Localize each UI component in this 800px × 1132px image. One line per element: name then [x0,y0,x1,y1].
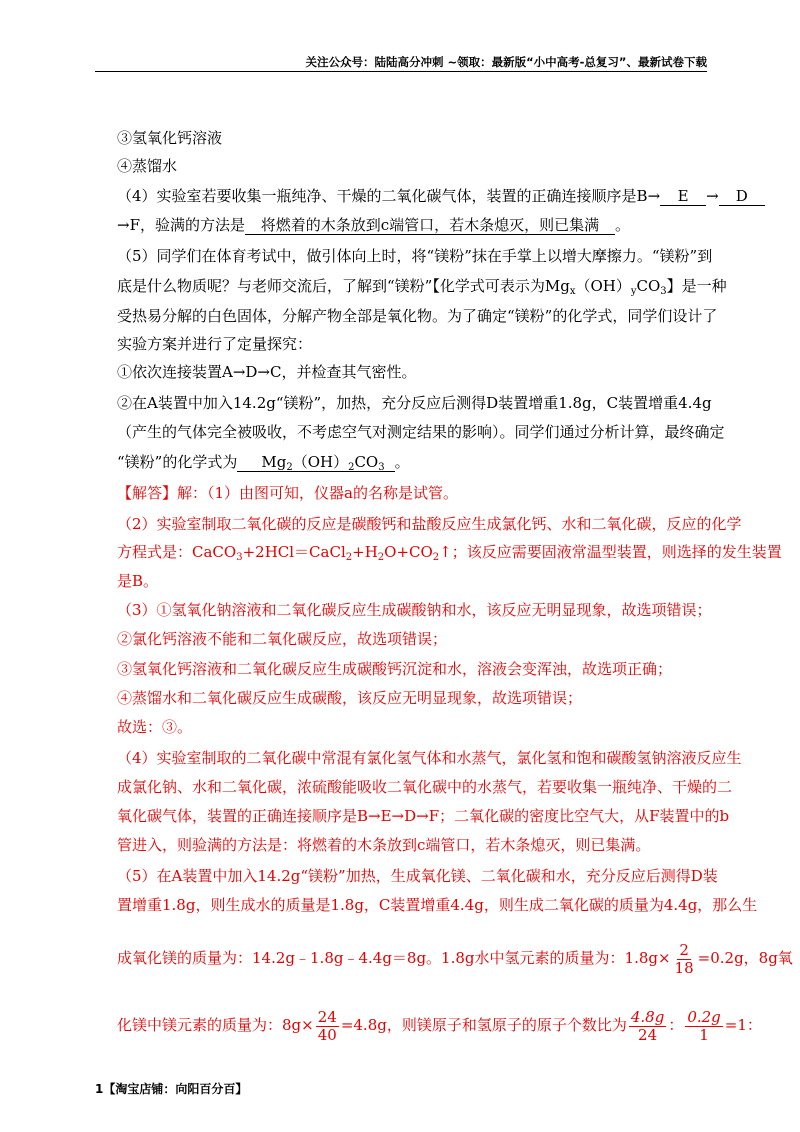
answer-3-line-1: （3）①氢氧化钠溶液和二氧化碳反应生成碳酸钠和水，该反应无明显现象，故选项错误； [117,601,712,619]
answer-2-line-1: （2）实验室制取二氧化碳的反应是碳酸钙和盐酸反应生成氯化钙、水和二氧化碳，反应的化学 [117,515,742,533]
q4-blank-3: 将燃着的木条放到c端管口，若木条熄灭，则已集满 [245,216,615,235]
sub-x: x [569,286,576,297]
answer-5-line-3: 成氧化镁的质量为：14.2g﹣1.8g﹣4.4g＝8g。1.8g水中氢元素的质量为：1.8g× $\frac{2}{18}$ =0.2g，8g氧 [117,941,793,977]
fraction-0.2g-1: $\frac{0.2g}{1}$ [687,1008,721,1044]
answer-4-line-4: 管进入，则验满的方法是：将燃着的木条放到c端管口，若木条熄灭，则已集满。 [117,836,651,854]
sub-y: y [630,286,637,297]
q5-line-2 [117,275,727,297]
q5-end: 。 [394,453,410,471]
page-header: 关注公众号：陆陆高分冲刺 ~领取：最新版“小中高考-总复习”、最新试卷下载 [305,55,707,69]
q4-blank-2: D [719,187,765,206]
q5-line-7: （产生的气体完全被吸收，不考虑空气对测定结果的影响）。同学们通过分析计算，最终确定 [117,423,725,441]
answer-2-line-2: 方程式是：$CaCO_3+2HCl=CaCl_2+H_2O+CO_2↑$；该反应需要固液常温型装置，则选择的发生装置 [117,543,782,563]
q5-step-1: ①依次连接装置A→D→C，并检查其气密性。 [117,363,417,381]
answer-3-line-4: ④蒸馏水和二氧化碳反应生成碳酸，该反应无明显现象，故选项错误； [117,689,583,707]
answer-2-line-3: 是B。 [117,572,159,590]
q5-oh: （OH） [575,277,631,295]
q5-answer-blank: $Mg_2(OH)_2CO_3$ [237,453,394,472]
option-3: ③氢氧化钙溶液 [117,129,223,147]
q5-text: 底是什么物质呢？与老师交流后，了解到“镁粉”【化学式可表示为Mg [117,277,570,295]
q4-end: 。 [614,216,630,234]
q5-co: CO [636,277,661,295]
question-4-line-1 [117,185,748,207]
q5-text-end: 】是一种 [666,277,727,295]
answer-1: 【解答】解：（1）由图可知，仪器a的名称是试管。 [117,484,459,502]
sub-3: 3 [660,286,667,297]
option-4: ④蒸馏水 [117,157,178,175]
question-4-line-2 [117,214,717,236]
answer-4-line-1: （4）实验室制取的二氧化碳中常混有氯化氢气体和水蒸气，氯化氢和饱和碳酸氢钠溶液反应生 [117,749,742,767]
q4-blank-1: E [660,187,706,206]
answer-4-line-2: 成氯化钠、水和二氧化碳，浓硫酸能吸收二氧化碳中的水蒸气，若要收集一瓶纯净、干燥的二 [117,778,733,796]
answer-5-line-4: 化镁中镁元素的质量为：8g× $\frac{24}{40}$ =4.8g，则镁原子和氢原子的原子个数比为 $\frac{4.8g}{24}$ ： $\frac{0.2g}{1}$ =1： [117,1008,762,1044]
fraction-4.8g-24: $\frac{4.8g}{24}$ [630,1008,665,1044]
q5-line-8 [117,451,717,473]
answer-3-line-5: 故选：③。 [117,718,193,736]
q5-formula-label: “镁粉”的化学式为 [117,453,238,471]
q4-arrow: → [706,187,719,205]
answer-5-line-2: 置增重1.8g，则生成水的质量是1.8g，C装置增重4.4g，则生成二氧化碳的质量为4.4g，那么生 [117,896,758,914]
header-divider [95,71,707,72]
q5-step-2: ②在A装置中加入14.2g“镁粉”，加热，充分反应后测得D装置增重1.8g，C装置增重4.4g [117,394,712,412]
fraction-2-18: $\frac{2}{18}$ [674,941,694,977]
page-footer: 1【淘宝店铺：向阳百分百】 [95,1082,248,1096]
answer-3-line-2: ②氯化钙溶液不能和二氧化碳反应，故选项错误； [117,630,448,648]
fraction-24-40: $\frac{24}{40}$ [317,1008,337,1044]
q4-text: （4）实验室若要收集一瓶纯净、干燥的二氧化碳气体，装置的正确连接顺序是B→ [117,187,661,205]
answer-3-line-3: ③氢氧化钙溶液和二氧化碳反应生成碳酸钙沉淀和水，溶液会变浑浊，故选项正确； [117,660,673,678]
answer-tag: 【解答】 [117,484,178,502]
answer-4-line-3: 氧化碳气体，装置的正确连接顺序是B→E→D→F；二氧化碳的密度比空气大，从F装置中的b [117,807,730,825]
answer-5-line-1: （5）在A装置中加入14.2g“镁粉”加热，生成氧化镁、二氧化碳和水，充分反应后测得D装 [117,867,718,885]
q4-text-2: →F，验满的方法是 [117,216,245,234]
q5-line-4: 实验方案并进行了定量探究： [117,335,313,353]
q5-line-3: 受热易分解的白色固体，分解产物全部是氧化物。为了确定“镁粉”的化学式，同学们设计了 [117,307,718,325]
q5-line-1: （5）同学们在体育考试中，做引体向上时，将“镁粉”抹在手掌上以增大摩擦力。“镁粉”到 [117,247,713,265]
